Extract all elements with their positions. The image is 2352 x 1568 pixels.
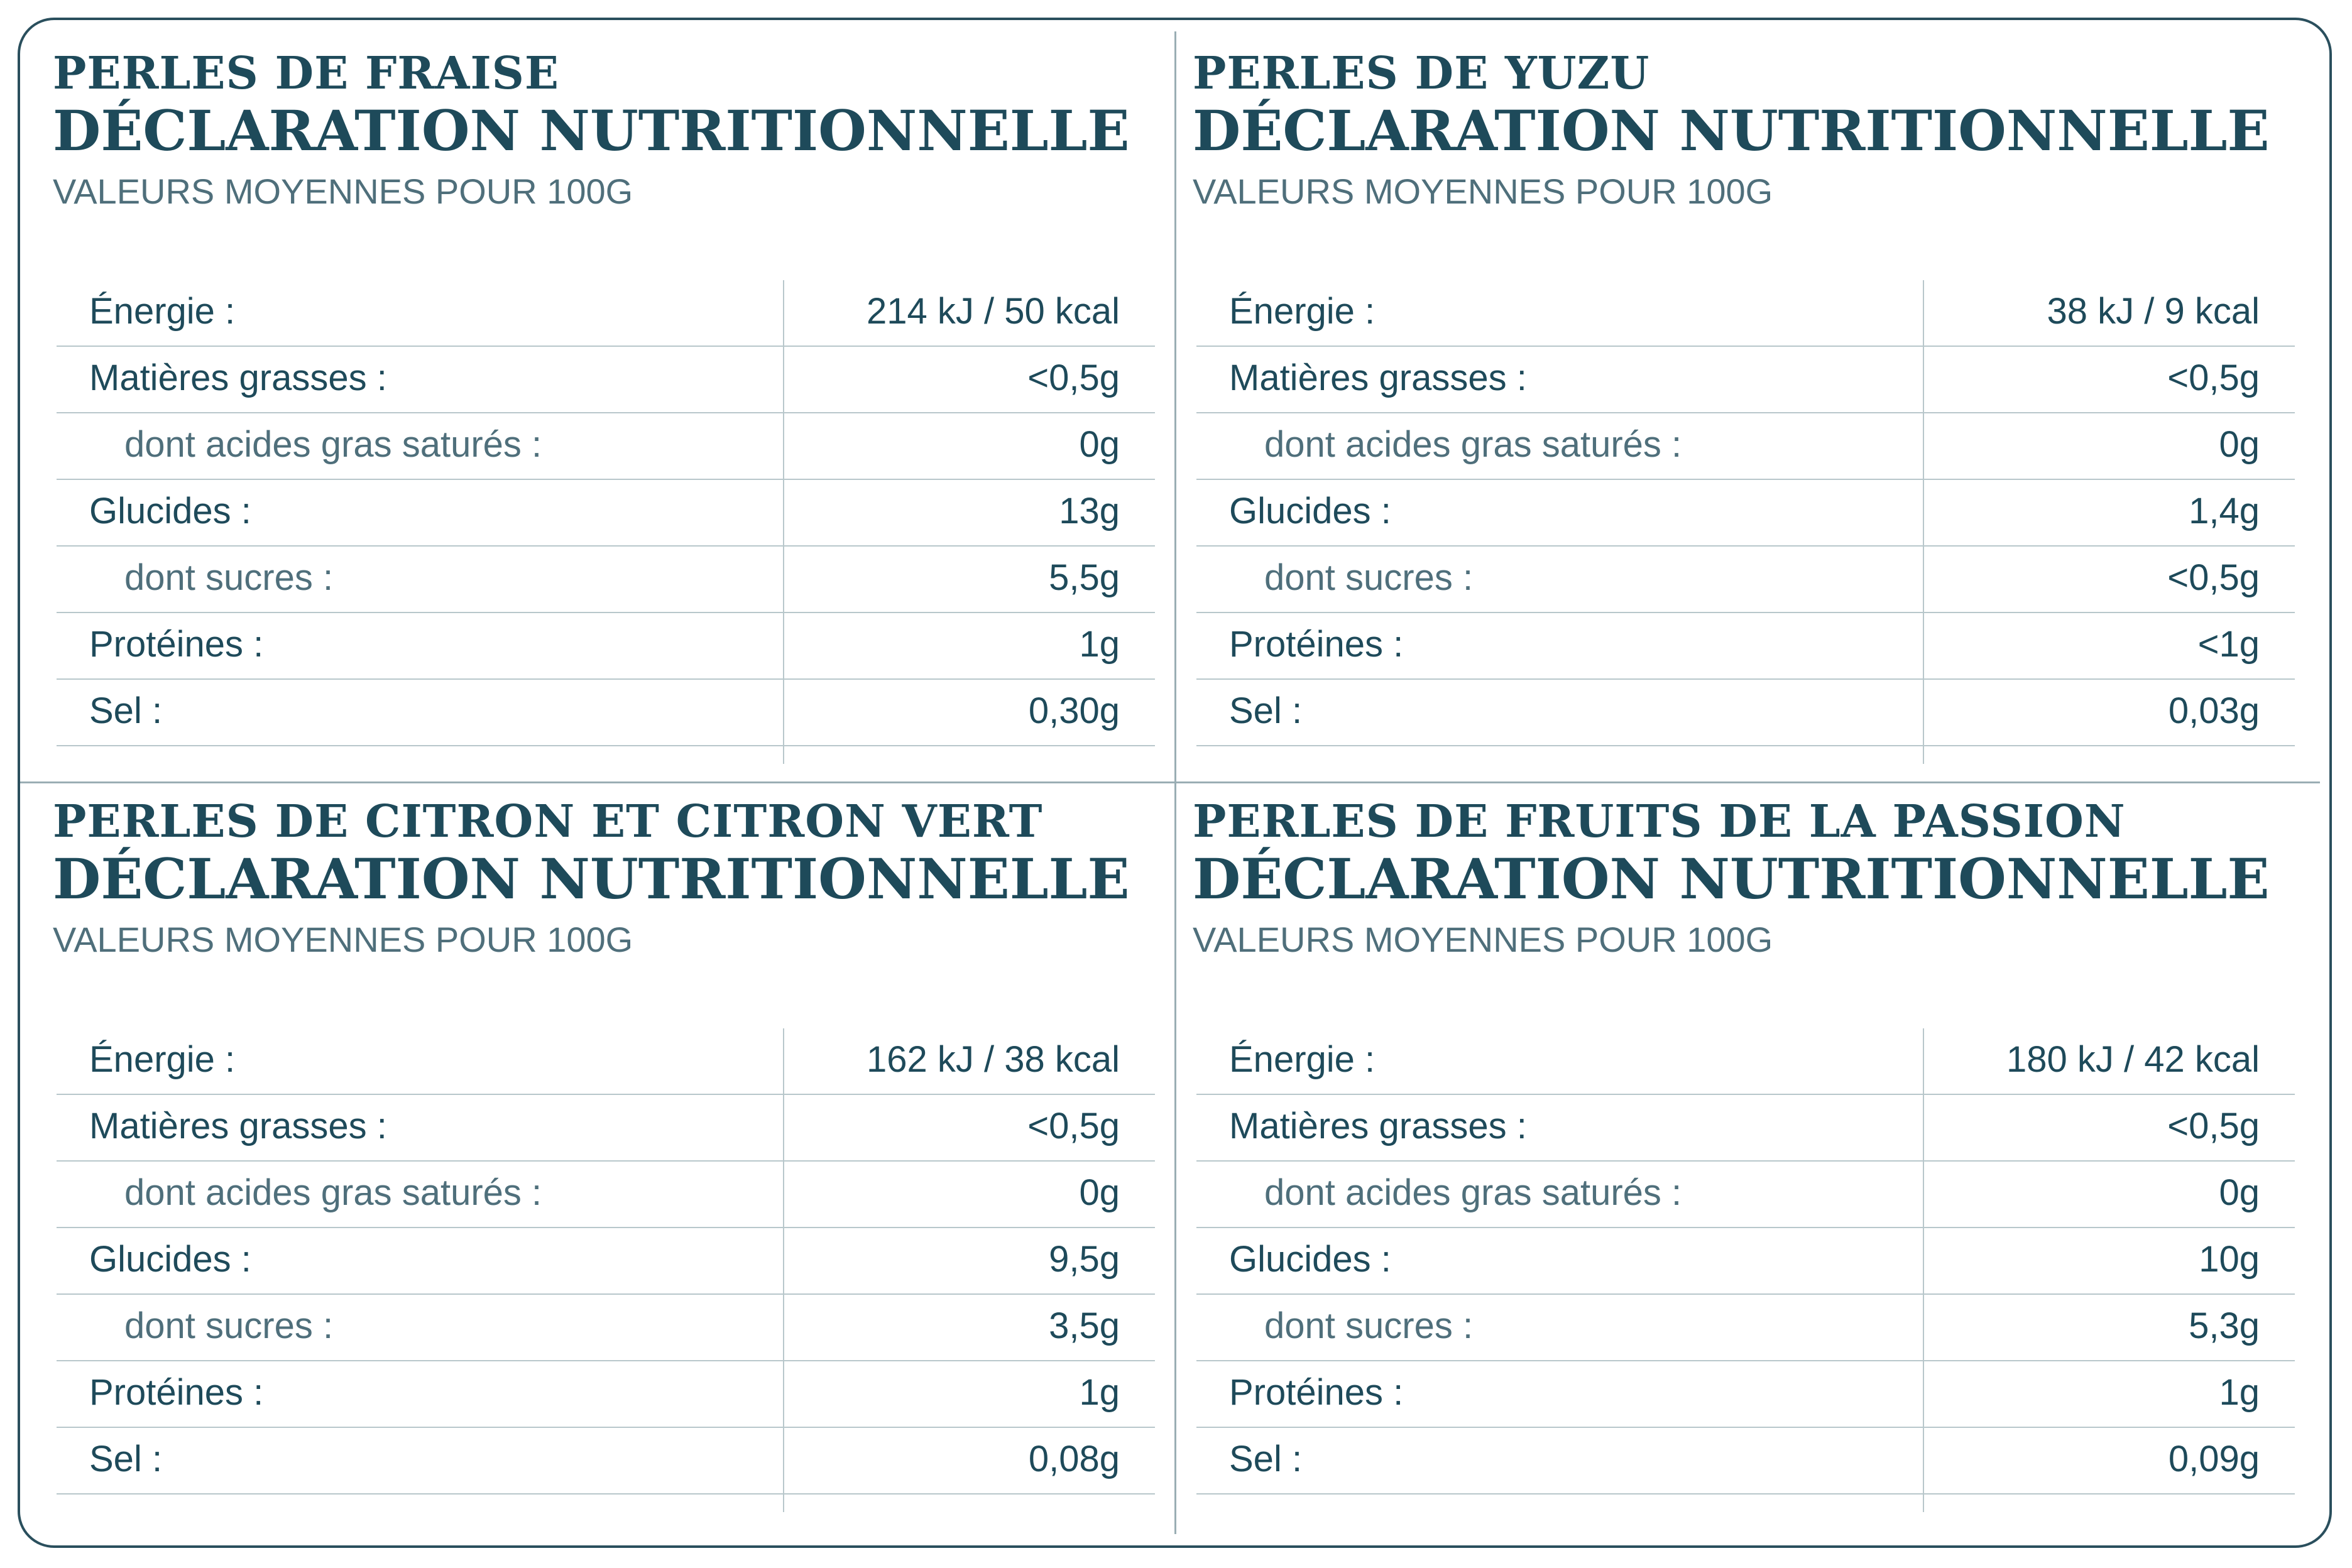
nutrition-table	[1196, 280, 2295, 746]
nutrition-panel-yuzu	[1193, 46, 2299, 775]
table-row-sel	[1196, 680, 2295, 746]
declaration-heading: DÉCLARATION NUTRITIONNELLE	[53, 98, 1130, 163]
row-label: Glucides :	[89, 491, 251, 531]
table-row-acides-gras-satures	[1196, 413, 2295, 480]
table-row-acides-gras-satures	[1196, 1162, 2295, 1228]
table-row-proteines	[1196, 1361, 2295, 1428]
table-row-glucides	[57, 480, 1155, 547]
row-label: Protéines :	[89, 1372, 264, 1413]
table-row-acides-gras-satures	[57, 413, 1155, 480]
table-row-matieres-grasses	[57, 1095, 1155, 1162]
nutrition-table	[57, 1028, 1155, 1494]
row-label: Matières grasses :	[89, 1106, 387, 1146]
row-label: dont sucres :	[124, 1305, 334, 1346]
row-value: 0g	[1079, 424, 1120, 465]
row-label: Énergie :	[89, 291, 236, 332]
row-label: Sel :	[89, 690, 163, 731]
table-row-energie	[57, 1028, 1155, 1095]
row-value: 9,5g	[1049, 1239, 1120, 1280]
row-label: dont sucres :	[1264, 1305, 1474, 1346]
table-row-glucides	[1196, 480, 2295, 547]
row-value: 1g	[1079, 624, 1120, 665]
table-row-proteines	[57, 1361, 1155, 1428]
row-label: Sel :	[89, 1439, 163, 1479]
row-label: Sel :	[1229, 1439, 1303, 1479]
table-row-sucres	[57, 547, 1155, 613]
row-value: 0g	[1079, 1172, 1120, 1213]
row-label: Glucides :	[1229, 491, 1391, 531]
table-row-energie	[57, 280, 1155, 347]
row-label: dont sucres :	[124, 557, 334, 598]
row-value: 0,08g	[1028, 1439, 1120, 1479]
row-label: Matières grasses :	[1229, 1106, 1527, 1146]
table-row-energie	[1196, 1028, 2295, 1095]
row-value: 5,3g	[2189, 1305, 2260, 1346]
row-value: <0,5g	[2167, 557, 2260, 598]
table-row-glucides	[1196, 1228, 2295, 1295]
row-label: Protéines :	[89, 624, 264, 665]
table-row-proteines	[57, 613, 1155, 680]
horizontal-divider	[20, 781, 2320, 783]
row-value: <1g	[2197, 624, 2260, 665]
row-label: dont acides gras saturés :	[124, 1172, 542, 1213]
row-label: Matières grasses :	[1229, 357, 1527, 398]
row-label: Matières grasses :	[89, 357, 387, 398]
product-name: PERLES DE FRUITS DE LA PASSION	[1193, 795, 2126, 847]
nutrition-table	[57, 280, 1155, 746]
values-subtitle: VALEURS MOYENNES POUR 100G	[53, 172, 633, 211]
row-label: dont acides gras saturés :	[124, 424, 542, 465]
row-value: 1g	[1079, 1372, 1120, 1413]
product-name: PERLES DE YUZU	[1193, 46, 1650, 99]
row-value: 0g	[2219, 424, 2260, 465]
row-label: Sel :	[1229, 690, 1303, 731]
row-value: 5,5g	[1049, 557, 1120, 598]
table-row-energie	[1196, 280, 2295, 347]
row-label: Protéines :	[1229, 1372, 1404, 1413]
table-row-glucides	[57, 1228, 1155, 1295]
table-row-matieres-grasses	[1196, 1095, 2295, 1162]
nutrition-panel-fraise	[53, 46, 1159, 775]
row-value: 0,09g	[2168, 1439, 2260, 1479]
row-value: 162 kJ / 38 kcal	[867, 1039, 1120, 1080]
table-row-matieres-grasses	[57, 347, 1155, 413]
row-label: Glucides :	[1229, 1239, 1391, 1280]
row-value: 38 kJ / 9 kcal	[2047, 291, 2260, 332]
product-name: PERLES DE FRAISE	[53, 46, 560, 99]
nutrition-panel-passion	[1193, 795, 2299, 1523]
table-row-acides-gras-satures	[57, 1162, 1155, 1228]
row-label: Énergie :	[1229, 291, 1376, 332]
row-value: <0,5g	[2167, 1106, 2260, 1146]
nutrition-panel-citron	[53, 795, 1159, 1523]
row-value: 180 kJ / 42 kcal	[2006, 1039, 2260, 1080]
row-value: <0,5g	[1027, 357, 1120, 398]
table-row-sucres	[1196, 1295, 2295, 1361]
row-label: dont acides gras saturés :	[1264, 424, 1682, 465]
values-subtitle: VALEURS MOYENNES POUR 100G	[1193, 172, 1773, 211]
row-value: 0g	[2219, 1172, 2260, 1213]
table-row-sel	[57, 1428, 1155, 1494]
row-value: 10g	[2199, 1239, 2260, 1280]
table-row-matieres-grasses	[1196, 347, 2295, 413]
row-label: Glucides :	[89, 1239, 251, 1280]
table-row-sel	[1196, 1428, 2295, 1494]
row-value: 0,30g	[1028, 690, 1120, 731]
table-row-sucres	[57, 1295, 1155, 1361]
product-name: PERLES DE CITRON ET CITRON VERT	[53, 795, 1043, 847]
declaration-heading: DÉCLARATION NUTRITIONNELLE	[53, 846, 1130, 912]
table-row-sel	[57, 680, 1155, 746]
row-value: 3,5g	[1049, 1305, 1120, 1346]
row-value: 13g	[1059, 491, 1120, 531]
declaration-heading: DÉCLARATION NUTRITIONNELLE	[1193, 846, 2270, 912]
row-value: 1,4g	[2189, 491, 2260, 531]
declaration-heading: DÉCLARATION NUTRITIONNELLE	[1193, 98, 2270, 163]
values-subtitle: VALEURS MOYENNES POUR 100G	[1193, 920, 1773, 959]
table-row-sucres	[1196, 547, 2295, 613]
row-value: <0,5g	[2167, 357, 2260, 398]
row-value: 214 kJ / 50 kcal	[867, 291, 1120, 332]
row-label: Énergie :	[89, 1039, 236, 1080]
row-label: dont acides gras saturés :	[1264, 1172, 1682, 1213]
row-label: Protéines :	[1229, 624, 1404, 665]
row-label: Énergie :	[1229, 1039, 1376, 1080]
row-label: dont sucres :	[1264, 557, 1474, 598]
row-value: 1g	[2219, 1372, 2260, 1413]
nutrition-table	[1196, 1028, 2295, 1494]
values-subtitle: VALEURS MOYENNES POUR 100G	[53, 920, 633, 959]
table-row-proteines	[1196, 613, 2295, 680]
row-value: <0,5g	[1027, 1106, 1120, 1146]
row-value: 0,03g	[2168, 690, 2260, 731]
